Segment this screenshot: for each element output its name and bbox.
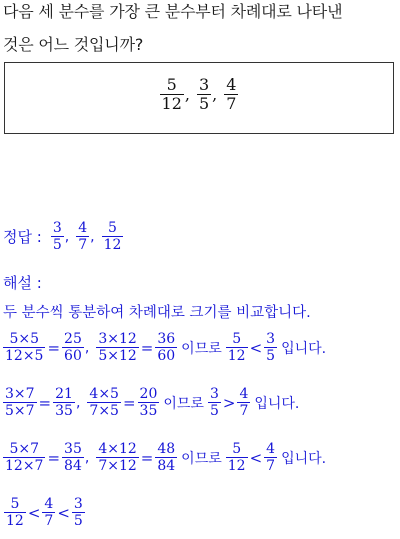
explanation-row-3: $\frac{5\times 7}{12\times 7}$ = $\frac{35}{84}$ , $\frac{4\times 12}{7\times 12}$ = $\frac{48}{84}$ 이므로 $\frac{5}{12}$ < $\frac{4}{7}$ 입니다. — [5, 441, 327, 475]
box-fraction-3: $\frac{4}{7}$ — [226, 75, 237, 114]
explanation-label: 해설 : — [3, 274, 42, 292]
answer-fraction-2: $\frac{4}{7}$ — [78, 220, 88, 254]
fractions-box: $\frac{5}{12}$ , $\frac{3}{5}$ , $\frac{4}{7}$ — [4, 62, 394, 134]
explanation-row-2: $\frac{3\times 7}{5\times 7}$ = $\frac{21}{35}$ , $\frac{4\times 5}{7\times 5}$ = $\frac{20}{35}$ 이므로 $\frac{3}{5}$ > $\frac{4}{7}$ 입니다. — [5, 386, 300, 420]
answer-fraction-1: $\frac{3}{5}$ — [52, 220, 62, 254]
answer-line: 정답 : $\frac{3}{5}$ , $\frac{4}{7}$ , $\frac{5}{12}$ — [3, 220, 122, 254]
answer-fraction-3: $\frac{5}{12}$ — [103, 220, 122, 254]
explanation-row-1: $\frac{5\times 5}{12\times 5}$ = $\frac{25}{60}$ , $\frac{3\times 12}{5\times 12}$ = $\frac{36}{60}$ 이므로 $\frac{5}{12}$ < $\frac{3}{5}$ 입니다. — [5, 331, 327, 365]
box-fraction-2: $\frac{3}{5}$ — [198, 75, 210, 114]
final-ordering: $\frac{5}{12}$ < $\frac{4}{7}$ < $\frac{3}{5}$ — [6, 496, 83, 530]
answer-label: 정답 : — [3, 228, 42, 247]
question-line-1: 다음 세 분수를 가장 큰 분수부터 차례대로 나타낸 — [3, 2, 343, 21]
question-line-2: 것은 어느 것입니까? — [3, 35, 144, 54]
box-fraction-1: $\frac{5}{12}$ — [161, 75, 182, 114]
explanation-intro: 두 분수씩 통분하여 차례대로 크기를 비교합니다. — [3, 305, 311, 321]
